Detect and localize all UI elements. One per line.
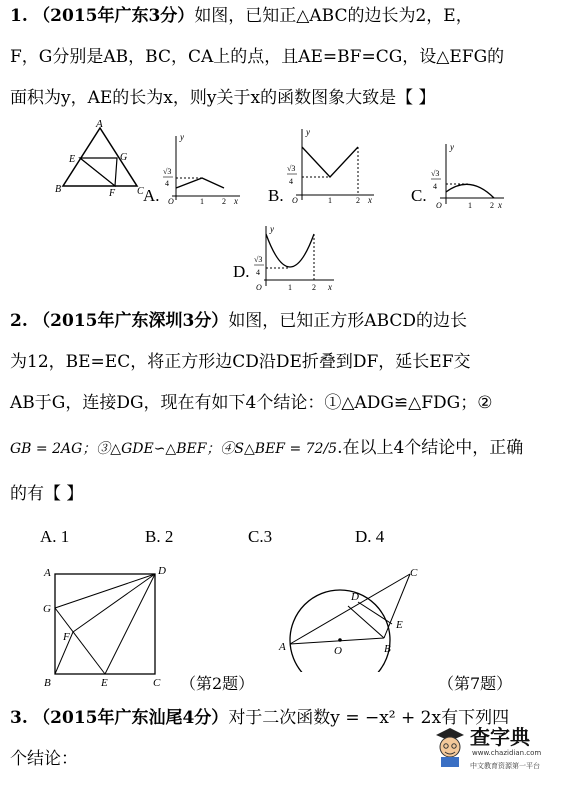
logo-url: www.chazidian.com bbox=[472, 749, 542, 757]
q2-choice-c: C.3 bbox=[248, 527, 273, 546]
q1-line-3: 面积为y，AE的长为x，则y关于x的函数图象大致是【 】 bbox=[10, 88, 436, 108]
svg-text:√3: √3 bbox=[163, 167, 172, 176]
circ-label-o: O bbox=[334, 645, 342, 657]
tri-label-g: G bbox=[120, 152, 128, 163]
svg-text:1: 1 bbox=[200, 197, 204, 205]
svg-text:y: y bbox=[180, 132, 184, 142]
svg-text:1: 1 bbox=[288, 283, 292, 292]
sq-label-b: B bbox=[44, 677, 51, 689]
q2-choice-d: D. 4 bbox=[355, 527, 385, 546]
logo-title: 查字典 bbox=[470, 725, 530, 749]
svg-text:2: 2 bbox=[356, 196, 360, 205]
svg-text:x: x bbox=[368, 195, 372, 205]
svg-text:√3: √3 bbox=[431, 169, 440, 178]
sq-label-d: D bbox=[158, 565, 166, 577]
svg-text:2: 2 bbox=[312, 283, 316, 292]
circ-label-c: C bbox=[410, 567, 418, 579]
svg-text:4: 4 bbox=[256, 268, 260, 277]
circ-label-a: A bbox=[279, 641, 286, 653]
circ-label-b: B bbox=[384, 643, 391, 655]
logo-tagline: 中文教育资源第一平台 bbox=[470, 762, 540, 770]
q2-choice-b: B. 2 bbox=[145, 527, 174, 546]
tri-label-c: C bbox=[137, 186, 144, 197]
q1-line-2: F，G分别是AB，BC，CA上的点，且AE=BF=CG，设△EFG的 bbox=[10, 47, 505, 67]
q1-option-a: A. bbox=[143, 186, 160, 205]
svg-text:O: O bbox=[256, 283, 262, 292]
q1-graph-a bbox=[160, 130, 245, 205]
svg-text:x: x bbox=[498, 200, 502, 210]
sq-label-g: G bbox=[43, 603, 51, 615]
q7-circle-figure bbox=[278, 562, 428, 672]
q1-graph-b bbox=[282, 125, 377, 205]
scholar-mascot-icon bbox=[432, 723, 468, 769]
chazidian-logo bbox=[432, 719, 557, 779]
q7-caption: （第7题） bbox=[438, 674, 513, 693]
q2-text-4a: GB = 2AG；③△GDE∽△BEF；④ bbox=[10, 441, 235, 457]
circ-label-e: E bbox=[396, 619, 403, 631]
svg-text:4: 4 bbox=[433, 182, 437, 191]
q2-text-4b: S△BEF = 72/5 bbox=[234, 441, 338, 457]
svg-text:y: y bbox=[270, 224, 274, 234]
tri-label-b: B bbox=[55, 184, 62, 195]
q2-line-3: AB于G，连接DG，现在有如下4个结论：①△ADG≌△FDG；② bbox=[10, 393, 493, 413]
q1-graph-d bbox=[252, 222, 337, 292]
q2-source: （2015年广东深圳3分） bbox=[33, 311, 229, 331]
q2-line-1 bbox=[10, 311, 467, 331]
q1-text-1: 如图，已知正△ABC的边长为2，E， bbox=[194, 6, 473, 26]
svg-text:2: 2 bbox=[222, 197, 226, 205]
q2-line-5: 的有【 】 bbox=[10, 484, 84, 504]
q1-graph-c bbox=[426, 140, 506, 210]
svg-text:O: O bbox=[292, 196, 298, 205]
sq-label-e: E bbox=[101, 677, 108, 689]
svg-text:4: 4 bbox=[165, 179, 169, 188]
svg-text:y: y bbox=[306, 127, 310, 137]
q3-text-1: 对于二次函数y = −x² + 2x有下列四 bbox=[228, 708, 510, 728]
q1-number: 1. bbox=[10, 6, 28, 26]
tri-label-a: A bbox=[96, 118, 103, 130]
svg-text:x: x bbox=[328, 282, 332, 292]
svg-text:x: x bbox=[234, 196, 238, 205]
q1-option-d: D. bbox=[233, 262, 250, 281]
q1-source: （2015年广东3分） bbox=[33, 6, 195, 26]
svg-text:1: 1 bbox=[328, 196, 332, 205]
q3-number: 3. bbox=[10, 708, 28, 728]
q2-number: 2. bbox=[10, 311, 28, 331]
q1-option-c: C. bbox=[411, 186, 427, 205]
q2-text-4c: .在以上4个结论中，正确 bbox=[337, 438, 524, 458]
q1-triangle-figure bbox=[55, 118, 145, 198]
svg-text:√3: √3 bbox=[287, 164, 296, 173]
q2-line-4 bbox=[10, 438, 523, 459]
svg-text:4: 4 bbox=[289, 177, 293, 186]
svg-text:√3: √3 bbox=[254, 255, 263, 264]
tri-label-e: E bbox=[69, 154, 76, 165]
q3-line-2: 个结论： bbox=[10, 749, 78, 769]
q3-source: （2015年广东汕尾4分） bbox=[33, 708, 229, 728]
tri-label-f: F bbox=[109, 188, 116, 198]
sq-label-a: A bbox=[44, 567, 51, 579]
q2-line-2: 为12，BE=EC，将正方形边CD沿DE折叠到DF，延长EF交 bbox=[10, 352, 471, 372]
svg-text:O: O bbox=[168, 197, 174, 205]
q2-caption: （第2题） bbox=[180, 674, 255, 693]
sq-label-c: C bbox=[153, 677, 161, 689]
svg-text:y: y bbox=[450, 142, 454, 152]
circ-label-d: D bbox=[351, 591, 359, 603]
q2-text-1: 如图，已知正方形ABCD的边长 bbox=[228, 311, 468, 331]
svg-text:1: 1 bbox=[468, 201, 472, 210]
svg-text:O: O bbox=[436, 201, 442, 210]
q2-square-figure bbox=[40, 562, 175, 692]
q1-line-1 bbox=[10, 6, 473, 26]
svg-text:2: 2 bbox=[490, 201, 494, 210]
q1-option-b: B. bbox=[268, 186, 284, 205]
q2-choice-a: A. 1 bbox=[40, 527, 70, 546]
sq-label-f: F bbox=[63, 631, 70, 643]
